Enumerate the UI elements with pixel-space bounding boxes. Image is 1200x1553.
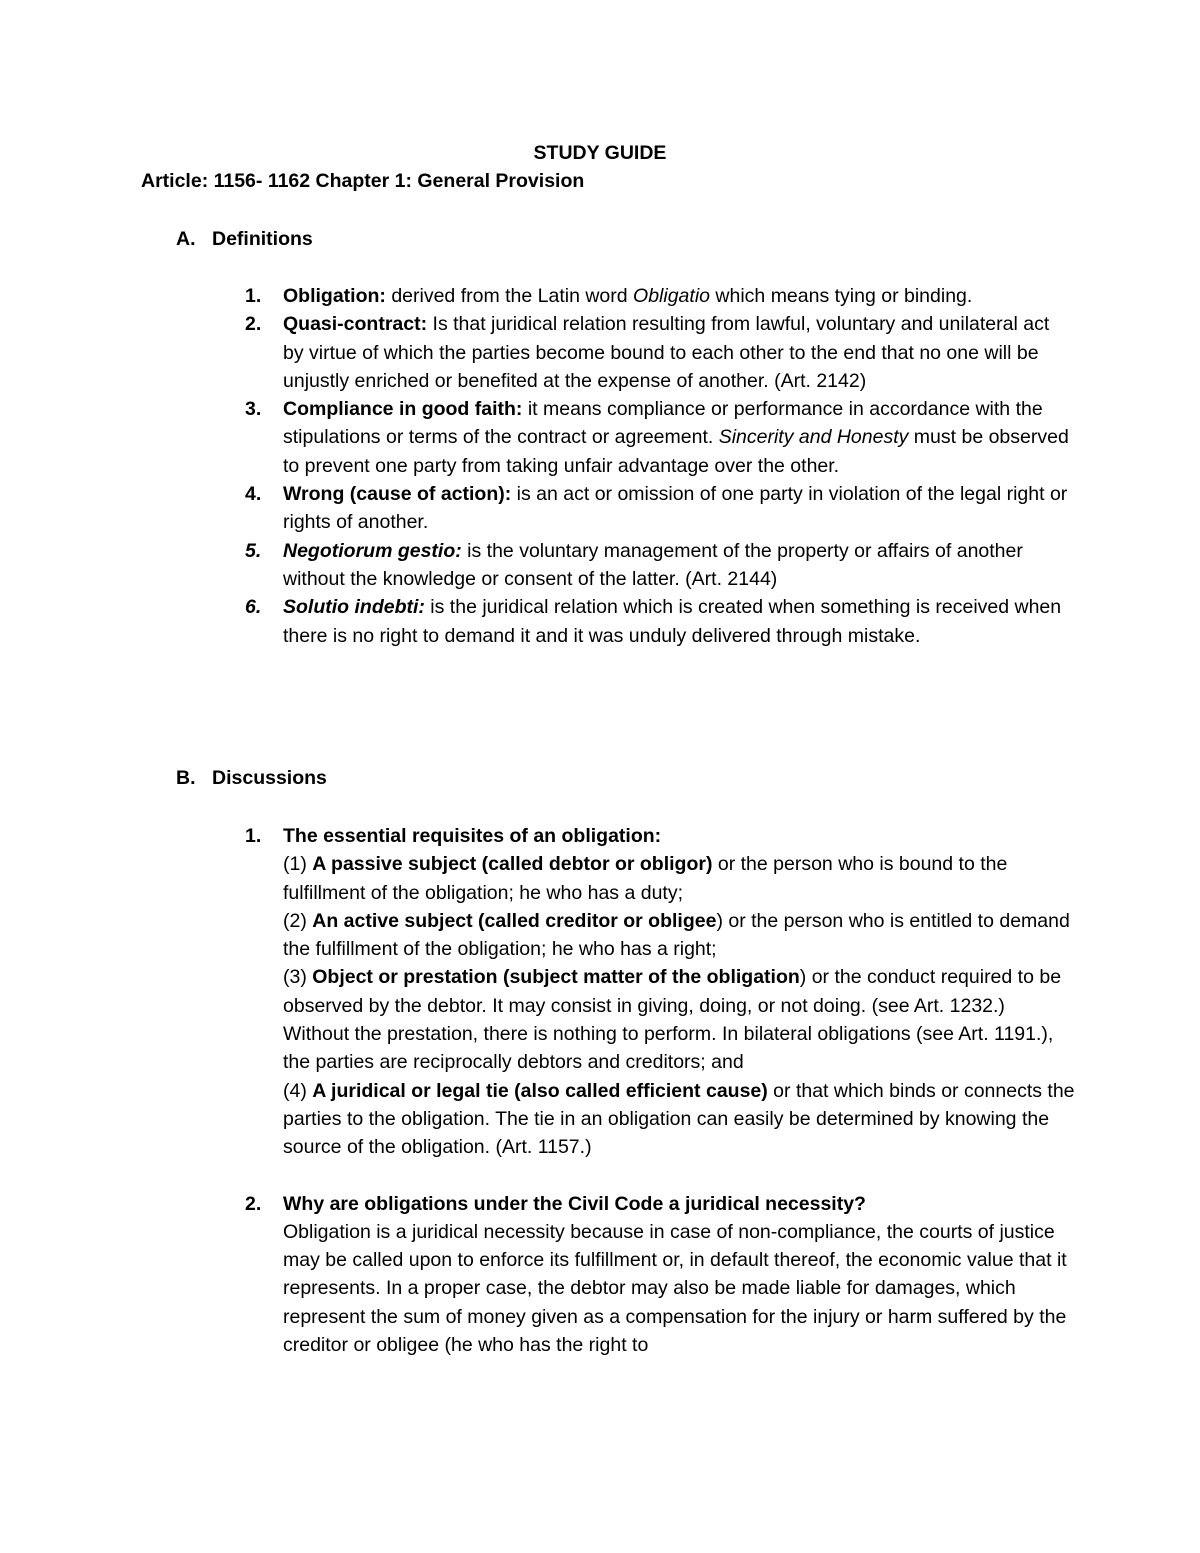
definition-text: Is that juridical relation resulting from lawful, voluntary and unilateral act by virtue of which the parties become bound to each other to the end that no one will be unjustly enriched or benefited at the expense of another. (Art. 2142) (283, 313, 1050, 392)
definition-item (245, 395, 1075, 480)
requisite-term: Object or prestation (subject matter of the obligation (312, 966, 800, 989)
definition-item (245, 310, 1075, 395)
requisite-line (283, 1077, 1075, 1162)
definition-term: Wrong (cause of action): (283, 483, 512, 506)
item-number: 2. (245, 313, 262, 336)
discussion-question: The essential requisites of an obligation: (283, 825, 662, 847)
discussion-item (245, 1190, 1075, 1360)
definition-item (245, 282, 1075, 310)
discussions-list (245, 822, 1075, 1359)
definition-text: derived from the Latin word (385, 285, 634, 307)
requisite-term: A juridical or legal tie (also called efficient cause) (312, 1079, 768, 1102)
section-b-heading (176, 764, 327, 792)
item-number: 6. (245, 596, 262, 619)
item-number: 4. (245, 483, 262, 506)
requisite-term: An active subject (called creditor or obligee (312, 909, 717, 932)
definition-term: Negotiorum gestio: (283, 539, 462, 562)
section-b-letter: B. (176, 767, 196, 789)
definition-item (245, 480, 1075, 537)
requisite-text: ) or the person who is entitled to demand the fulfillment of the obligation; he who has a right; (283, 909, 1070, 961)
definition-emphasis: Obligatio (633, 285, 710, 307)
definition-emphasis: Sincerity and Honesty (718, 426, 909, 449)
requisite-text: or the person who is bound to the fulfillment of the obligation; he who has a duty; (283, 853, 1008, 904)
requisite-line (283, 907, 1075, 964)
definition-item (245, 537, 1075, 594)
definition-text: must be observed to prevent one party from taking unfair advantage over the other. (283, 426, 1069, 477)
item-number: 1. (245, 825, 262, 847)
spacer (245, 1162, 1075, 1190)
requisite-number: (4) (283, 1079, 313, 1102)
requisite-line (283, 850, 1075, 907)
requisite-number: (3) (283, 966, 313, 989)
requisite-number: (2) (283, 909, 313, 932)
section-a-letter: A. (176, 228, 196, 250)
definition-text: is an act or omission of one party in violation of the legal right or rights of another. (283, 483, 1068, 534)
requisite-number: (1) (283, 853, 313, 876)
definition-item (245, 593, 1075, 650)
definition-text: which means tying or binding. (710, 285, 973, 307)
discussion-answer: Obligation is a juridical necessity because in case of non-compliance, the courts of justice may be called upon to enforce its fulfillment or, in default thereof, the economic value that it represents. In a proper case, the debtor may also be made liable for damages, which represent the sum of money given as a compensation for the injury or harm suffered by the creditor or obligee (he who has the right to (283, 1220, 1067, 1357)
requisite-text: ) or the conduct required to be observed by the debtor. It may consist in giving, doing, or not doing. (see Art. 1232.) Without the prestation, there is nothing to perform. In bilateral obligations (see Art. 1191.), the parties are reciprocally debtors and creditors; and (283, 966, 1062, 1074)
item-number: 2. (245, 1192, 262, 1215)
item-number: 3. (245, 398, 262, 421)
item-number: 5. (245, 539, 262, 562)
requisite-line (283, 963, 1075, 1076)
definitions-list (245, 282, 1075, 650)
definition-term: Compliance in good faith: (283, 398, 523, 421)
definition-text: is the voluntary management of the property or affairs of another without the knowledge or consent of the latter. (Art. 2144) (283, 539, 1023, 590)
definition-text: is the juridical relation which is created when something is received when there is no right to demand it and it was unduly delivered through mistake. (283, 596, 1062, 647)
definition-text: it means compliance or performance in accordance with the stipulations or terms of the contract or agreement. (283, 398, 1043, 449)
requisite-term: A passive subject (called debtor or obligor) (312, 853, 713, 876)
discussion-item (245, 822, 1075, 1162)
discussion-question: Why are obligations under the Civil Code a juridical necessity? (283, 1192, 866, 1215)
section-b-title: Discussions (212, 767, 327, 789)
section-a-title: Definitions (212, 228, 313, 250)
definition-term: Obligation: (283, 285, 386, 307)
page-subtitle: Article: 1156- 1162 Chapter 1: General Provision (141, 170, 585, 192)
requisite-text: or that which binds or connects the parties to the obligation. The tie in an obligation can easily be determined by knowing the source of the obligation. (Art. 1157.) (283, 1079, 1075, 1159)
section-a-heading (176, 225, 313, 253)
page-title: STUDY GUIDE (533, 142, 667, 164)
item-number: 1. (245, 285, 262, 307)
definition-term: Quasi-contract: (283, 313, 428, 336)
definition-term: Solutio indebti: (283, 596, 425, 619)
